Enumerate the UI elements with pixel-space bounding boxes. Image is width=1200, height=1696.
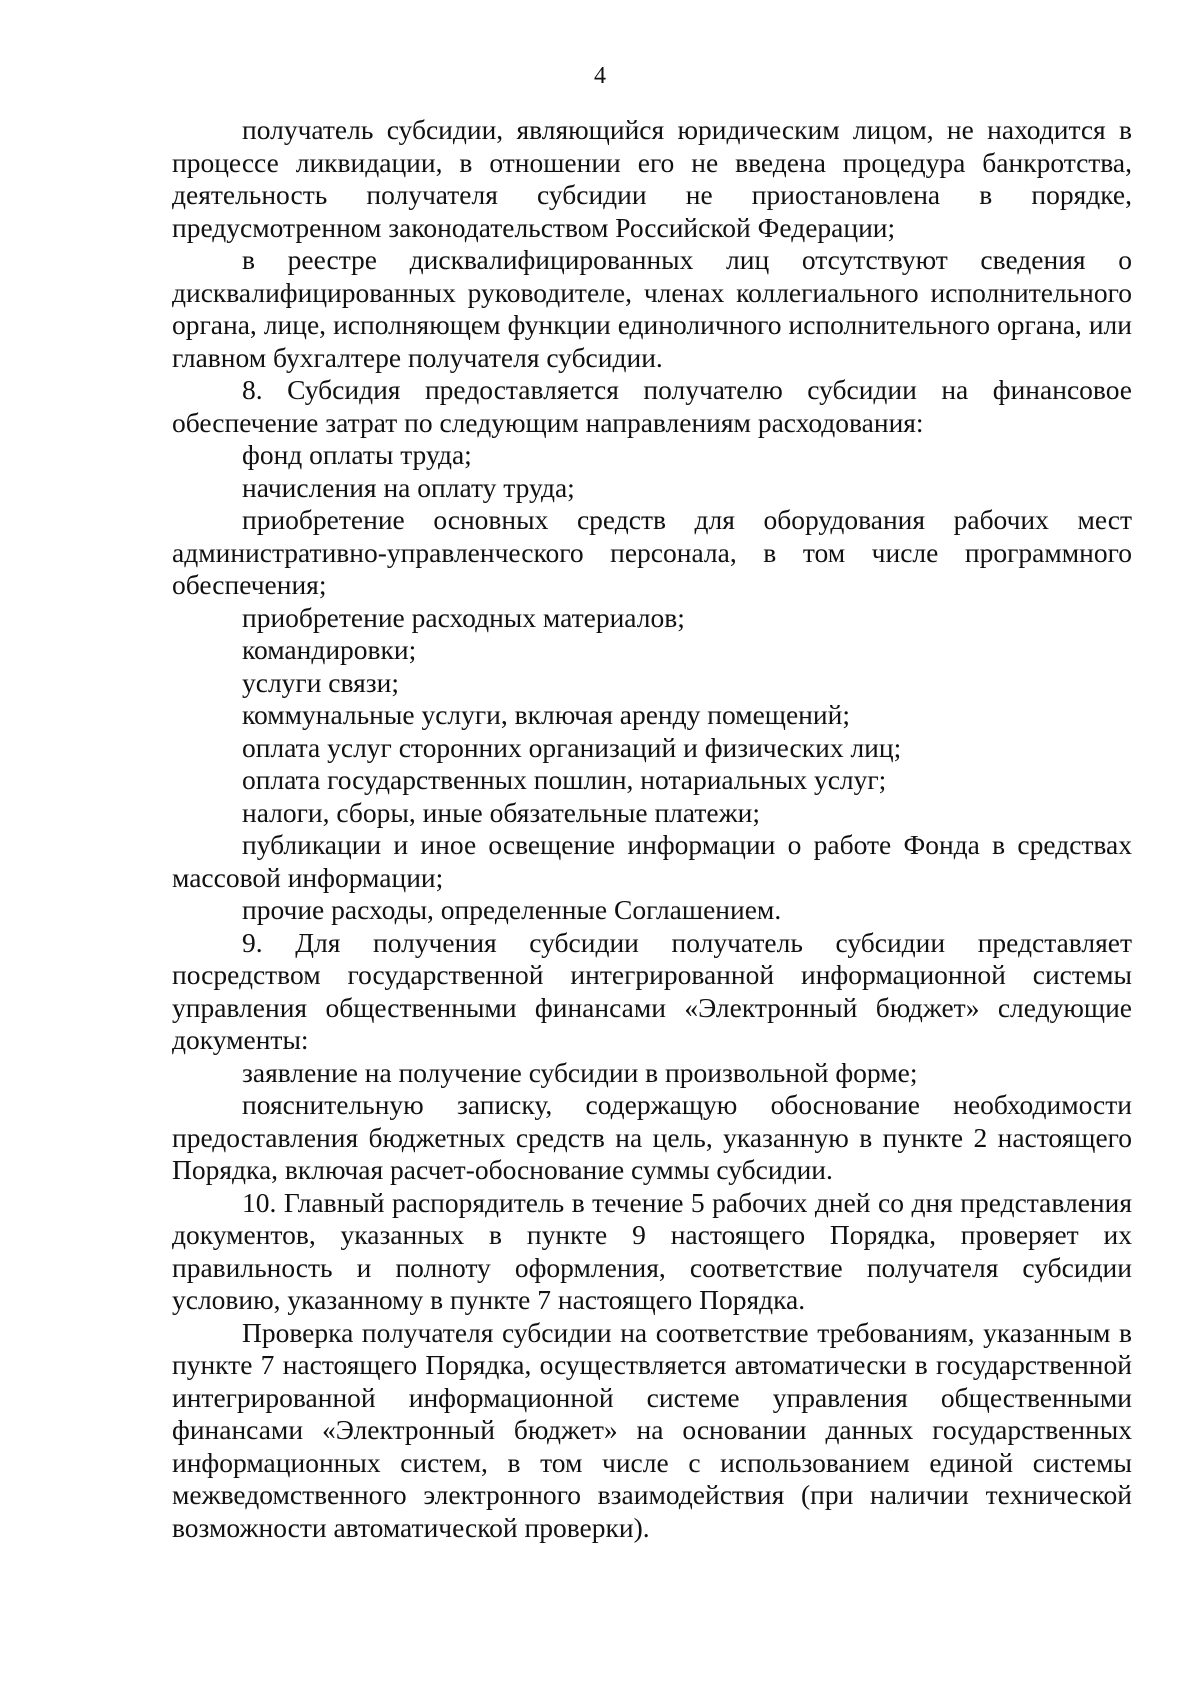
list-item-application: заявление на получение субсидии в произвольной форме;: [242, 1056, 918, 1088]
list-item-communication-services: услуги связи;: [242, 666, 399, 698]
paragraph-legal-entity-status: получатель субсидии, являющийся юридическим лицом, не находится в процессе ликвидации, в отношении его не введена процедура банкротства, деятельность получателя субсидии не приостановлена в порядке, предусмотренном законодательством Российской Федерации;: [172, 114, 1132, 243]
list-item-utilities: коммунальные услуги, включая аренду помещений;: [242, 699, 850, 730]
paragraph-disqualified-persons-registry: в реестре дисквалифицированных лиц отсутствуют сведения о дисквалифицированных руководителе, членах коллегиального исполнительного органа, лице, исполняющем функции единоличного исполнительного органа, или главном бухгалтере получателя субсидии.: [172, 244, 1132, 373]
list-item-publications: публикации и иное освещение информации о работе Фонда в средствах массовой информации;: [172, 829, 1132, 893]
list-item-payroll-fund: фонд оплаты труда;: [242, 439, 472, 470]
page-number: 4: [594, 63, 606, 89]
paragraph-automatic-check: Проверка получателя субсидии на соответствие требованиям, указанным в пункте 7 настоящего Порядка, осуществляется автоматически в государственной интегрированной информационной системе управления общественными финансами «Электронный бюджет» на основании данных государственных информационных систем, в том числе с использованием единой системы межведомственного электронного взаимодействия (при наличии технической возможности автоматической проверки).: [172, 1316, 1132, 1543]
list-item-fixed-assets: приобретение основных средств для оборудования рабочих мест административно-управленческого персонала, в том числе программного обеспечения;: [172, 504, 1132, 600]
paragraph-clause-9: 9. Для получения субсидии получатель субсидии представляет посредством государственной интегрированной информационной системы управления общественными финансами «Электронный бюджет» следующие документы:: [172, 926, 1132, 1055]
list-item-state-fees: оплата государственных пошлин, нотариальных услуг;: [242, 764, 887, 795]
list-item-payroll-charges: начисления на оплату труда;: [242, 471, 575, 503]
paragraph-clause-10: 10. Главный распорядитель в течение 5 рабочих дней со дня представления документов, указанных в пункте 9 настоящего Порядка, проверяет их правильность и полноту оформления, соответствие получателя субсидии условию, указанному в пункте 7 настоящего Порядка.: [172, 1186, 1132, 1315]
list-item-third-party-services: оплата услуг сторонних организаций и физических лиц;: [242, 731, 902, 763]
paragraph-clause-8: 8. Субсидия предоставляется получателю субсидии на финансовое обеспечение затрат по следующим направлениям расходования:: [172, 374, 1132, 438]
list-item-business-trips: командировки;: [242, 634, 417, 665]
list-item-other-expenses: прочие расходы, определенные Соглашением.: [242, 894, 782, 925]
list-item-taxes: налоги, сборы, иные обязательные платежи;: [242, 796, 760, 828]
list-item-consumables: приобретение расходных материалов;: [242, 601, 685, 633]
list-item-explanatory-note: пояснительную записку, содержащую обоснование необходимости предоставления бюджетных средств на цель, указанную в пункте 2 настоящего Порядка, включая расчет-обоснование суммы субсидии.: [172, 1089, 1132, 1185]
document-body: [172, 114, 1132, 1544]
